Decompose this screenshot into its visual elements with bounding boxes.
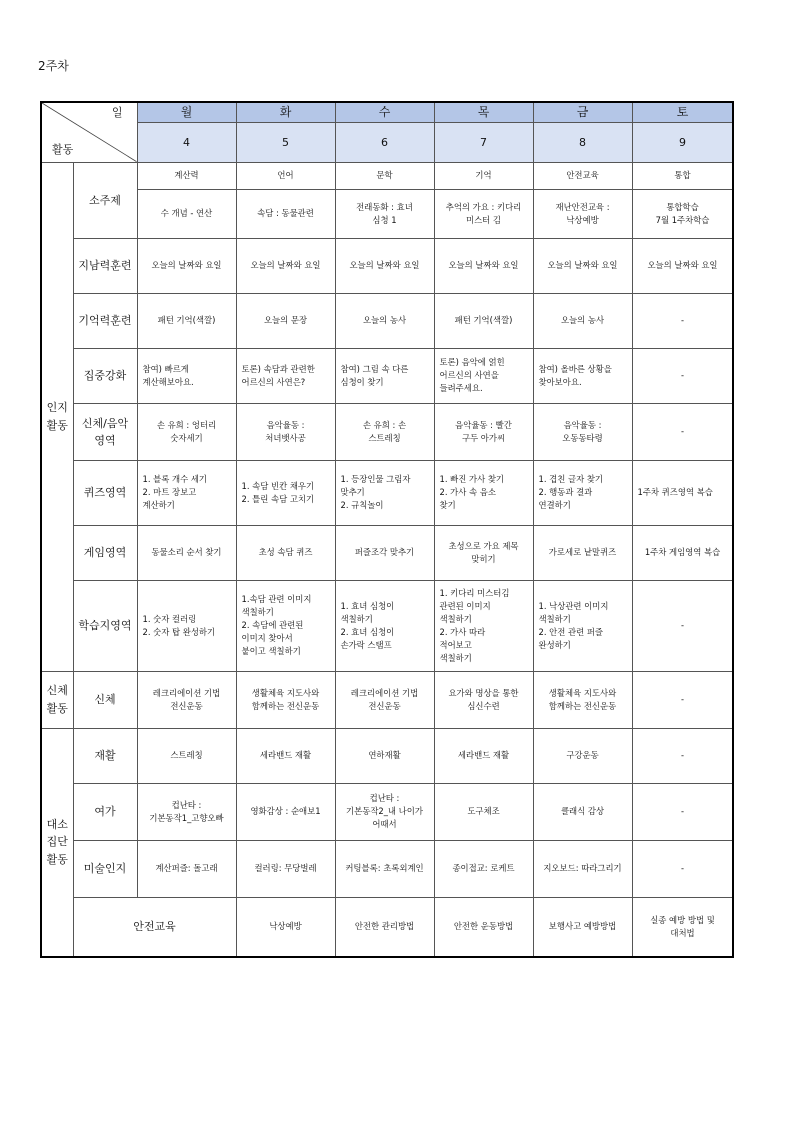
schedule-cell	[533, 580, 632, 671]
page-title: 2주차	[38, 59, 69, 73]
schedule-cell	[335, 840, 434, 897]
cell-line: 지남력훈련	[78, 259, 132, 273]
schedule-cell	[137, 348, 236, 403]
cell-line: 1. 빠진 가사 찾기	[439, 474, 505, 485]
subtopic-detail	[236, 189, 335, 238]
schedule-cell	[434, 293, 533, 348]
schedule-cell	[137, 840, 236, 897]
schedule-cell	[434, 897, 533, 957]
cell-line: 심청 1	[372, 214, 397, 225]
row-label	[73, 671, 137, 728]
row-label	[73, 162, 137, 238]
cell-line: 관련된 이미지	[439, 600, 491, 611]
cell-line: 2. 규칙놀이	[340, 500, 384, 511]
schedule-cell	[335, 403, 434, 460]
cell-line: 1. 키다리 미스터김	[439, 587, 510, 598]
cell-line: 종이접교: 로케트	[452, 863, 515, 874]
cell-line: 패턴 기억(색깔)	[454, 315, 513, 326]
cell-line: 신체	[94, 693, 116, 707]
cell-line: 오늘의 날짜와 요일	[448, 260, 519, 271]
schedule-cell	[137, 671, 236, 728]
category-cell	[41, 728, 73, 957]
cell-line: 오늘의 농사	[560, 315, 605, 326]
cell-line: 클래식 감상	[560, 806, 605, 817]
cell-line: 영역	[94, 433, 116, 447]
cell-line: 레크리에이션 기법	[350, 687, 419, 698]
cell-line: 활동	[46, 701, 68, 715]
cell-line: 처녀뱃사공	[265, 432, 306, 443]
cell-line: 대소	[46, 817, 68, 831]
schedule-cell	[434, 671, 533, 728]
day-header: 금	[533, 102, 632, 122]
schedule-row	[41, 783, 733, 840]
subtopic-detail-row	[41, 189, 733, 238]
cell-line: 인지	[46, 401, 68, 414]
cell-line: 색칠하기	[340, 613, 373, 624]
schedule-cell	[137, 238, 236, 293]
cell-line: 여가	[94, 805, 116, 819]
cell-line: 계산퍼즐: 돌고래	[155, 863, 218, 874]
subtopic-detail	[533, 189, 632, 238]
cell-line: 전래동화 : 효녀	[356, 201, 413, 212]
cell-line: 소주제	[89, 193, 121, 207]
cell-line: 숫자세기	[170, 432, 203, 443]
schedule-cell	[434, 728, 533, 783]
schedule-cell	[335, 580, 434, 671]
cell-line: 통합학습	[666, 201, 699, 212]
cell-line: 기본동작1_고향오빠	[149, 812, 224, 823]
cell-line: 안전교육	[133, 920, 176, 934]
corner-day-label: 일	[111, 106, 123, 119]
schedule-cell	[533, 840, 632, 897]
cell-line: 언어	[277, 170, 294, 181]
schedule-cell	[137, 525, 236, 580]
cell-line: 오늘의 날짜와 요일	[547, 260, 618, 271]
schedule-cell	[632, 897, 733, 957]
date-header: 5	[236, 122, 335, 162]
schedule-cell	[236, 403, 335, 460]
cell-line: 안전한 운동방법	[453, 921, 514, 932]
cell-line: 생활체육 지도사와	[548, 687, 617, 698]
schedule-cell	[137, 580, 236, 671]
cell-line: 2. 가사 속 음소	[439, 487, 496, 498]
cell-line: 낙상예방	[269, 921, 302, 932]
cell-line: 2. 가사 따라	[439, 626, 486, 637]
cell-line: 게임영역	[83, 546, 127, 560]
row-label	[73, 783, 137, 840]
cell-line: 심신수련	[467, 700, 500, 711]
cell-line: 신체	[46, 684, 68, 697]
schedule-cell	[632, 293, 733, 348]
cell-line: 1주차 게임영역 복습	[644, 547, 721, 558]
subtopic-theme	[236, 162, 335, 189]
cell-line: 세라밴드 재활	[259, 750, 312, 761]
subtopic-theme	[632, 162, 733, 189]
schedule-cell	[335, 671, 434, 728]
cell-line: 2. 마트 장보고	[142, 487, 197, 498]
cell-line: 연하재활	[368, 750, 401, 761]
cell-line: 2. 속담에 관련된	[241, 620, 304, 631]
subtopic-theme-row	[41, 162, 733, 189]
row-label	[73, 460, 137, 525]
cell-line: 1. 겹친 글자 찾기	[538, 474, 604, 485]
cell-line: 전신운동	[170, 700, 203, 711]
schedule-cell	[137, 783, 236, 840]
cell-line: 오늘의 날짜와 요일	[250, 260, 321, 271]
schedule-cell	[434, 403, 533, 460]
cell-line: 퀴즈영역	[83, 486, 127, 500]
subtopic-detail	[137, 189, 236, 238]
cell-line: 음악율동 :	[563, 419, 602, 430]
cell-line: 미술인지	[83, 862, 127, 876]
row-label	[73, 348, 137, 403]
cell-line: 재난안전교육 :	[555, 201, 610, 212]
cell-line: 보행사고 예방방법	[548, 921, 617, 932]
schedule-row	[41, 728, 733, 783]
cell-line: 색칠하기	[439, 652, 472, 663]
cell-line: 집단	[46, 835, 68, 849]
schedule-cell	[533, 238, 632, 293]
day-header: 토	[632, 102, 733, 122]
cell-line: 맞히기	[471, 553, 496, 564]
cell-line: 구강운동	[566, 750, 599, 761]
cell-line: 색칠하기	[439, 613, 472, 624]
cell-line: -	[680, 863, 685, 874]
cell-line: 안전한 관리방법	[354, 921, 415, 932]
cell-line: -	[680, 370, 685, 381]
corner-activity-label: 활동	[52, 142, 74, 156]
cell-line: 계산해보아요.	[142, 376, 194, 387]
schedule-cell	[533, 403, 632, 460]
cell-line: 오늘의 농사	[362, 315, 407, 326]
schedule-cell	[632, 840, 733, 897]
cell-line: 동물소리 순서 찾기	[151, 547, 222, 558]
cell-line: 음악율동 : 빨간	[455, 419, 512, 430]
cell-line: 컵난타 :	[369, 793, 400, 804]
date-header: 7	[434, 122, 533, 162]
header-day-row	[41, 102, 733, 122]
row-label	[73, 580, 137, 671]
weekly-schedule-table	[40, 101, 734, 958]
cell-line: 세라밴드 재활	[457, 750, 510, 761]
cell-line: 2. 효녀 심청이	[340, 626, 395, 637]
cell-line: 손 유희 : 엉터리	[156, 419, 217, 430]
schedule-cell	[434, 348, 533, 403]
row-label	[73, 293, 137, 348]
schedule-cell	[236, 348, 335, 403]
cell-line: 참여) 빠르게	[142, 363, 189, 374]
cell-line: 컬러링: 무당벌레	[254, 863, 317, 874]
cell-line: 이미지 찾아서	[241, 633, 293, 644]
schedule-row	[41, 671, 733, 728]
date-header: 4	[137, 122, 236, 162]
cell-line: 2. 숫자 탑 완성하기	[142, 626, 216, 637]
schedule-cell	[434, 580, 533, 671]
cell-line: 붙이고 색칠하기	[241, 646, 301, 657]
schedule-cell	[236, 897, 335, 957]
cell-line: 계산하기	[142, 500, 175, 511]
schedule-cell	[632, 525, 733, 580]
schedule-cell	[533, 293, 632, 348]
cell-line: 패턴 기억(색깔)	[157, 315, 216, 326]
cell-line: 심청이 찾기	[340, 376, 384, 387]
cell-line: -	[680, 750, 685, 761]
cell-line: -	[680, 426, 685, 437]
cell-line: 토론) 속담과 관련한	[241, 363, 315, 374]
row-label	[73, 403, 137, 460]
schedule-cell	[236, 238, 335, 293]
cell-line: 초성 속담 퀴즈	[258, 547, 313, 558]
schedule-cell	[434, 840, 533, 897]
cell-line: 대처법	[670, 927, 695, 938]
cell-line: 지오보드: 따라그리기	[543, 863, 622, 874]
schedule-row	[41, 525, 733, 580]
cell-line: 계산력	[174, 170, 199, 181]
cell-line: 1. 효녀 심청이	[340, 600, 395, 611]
cell-line: 들려주세요.	[439, 383, 483, 394]
cell-line: 1. 속담 빈칸 채우기	[241, 480, 315, 491]
cell-line: 2. 안전 관련 퍼즐	[538, 626, 604, 637]
schedule-cell	[335, 293, 434, 348]
cell-line: 영화감상 : 순애보1	[250, 806, 321, 817]
row-label	[73, 840, 137, 897]
day-header: 월	[137, 102, 236, 122]
cell-line: 색칠하기	[241, 607, 274, 618]
subtopic-detail	[632, 189, 733, 238]
day-header: 목	[434, 102, 533, 122]
schedule-cell	[533, 671, 632, 728]
day-header: 수	[335, 102, 434, 122]
row-label	[73, 897, 236, 957]
cell-line: 2. 틀린 속담 고치기	[241, 493, 315, 504]
cell-line: 1. 등장인물 그림자	[340, 474, 411, 485]
date-header: 9	[632, 122, 733, 162]
cell-line: 컵난타 :	[171, 799, 202, 810]
cell-line: 초성으로 가요 제목	[448, 540, 519, 551]
cell-line: 학습지영역	[78, 619, 132, 633]
cell-line: 어르신의 사연은?	[241, 376, 306, 387]
cell-line: 스트레칭	[170, 750, 203, 761]
header-corner	[41, 102, 137, 162]
schedule-row	[41, 460, 733, 525]
cell-line: 어때서	[372, 819, 397, 830]
schedule-cell	[434, 238, 533, 293]
cell-line: 참여) 올바른 상황을	[538, 363, 612, 374]
day-header: 화	[236, 102, 335, 122]
schedule-cell	[632, 348, 733, 403]
cell-line: 오늘의 문장	[263, 315, 308, 326]
schedule-cell	[335, 525, 434, 580]
schedule-cell	[236, 460, 335, 525]
cell-line: 음악율동 :	[266, 419, 305, 430]
subtopic-theme	[137, 162, 236, 189]
cell-line: 1주차 퀴즈영역 복습	[637, 487, 713, 498]
schedule-cell	[335, 783, 434, 840]
schedule-cell	[632, 671, 733, 728]
category-cell	[41, 162, 73, 671]
schedule-cell	[137, 728, 236, 783]
cell-line: 전신운동	[368, 700, 401, 711]
row-label	[73, 238, 137, 293]
schedule-row	[41, 580, 733, 671]
cell-line: 스트레칭	[368, 432, 401, 443]
cell-line: 퍼즐조각 맞추기	[354, 547, 415, 558]
schedule-cell	[236, 840, 335, 897]
schedule-cell	[632, 783, 733, 840]
cell-line: 낙상예방	[566, 214, 599, 225]
schedule-cell	[434, 460, 533, 525]
row-label	[73, 525, 137, 580]
cell-line: 집중강화	[83, 369, 127, 383]
cell-line: 완성하기	[538, 639, 571, 650]
schedule-cell	[137, 293, 236, 348]
cell-line: 레크리에이션 기법	[152, 687, 221, 698]
schedule-cell	[434, 525, 533, 580]
schedule-cell	[632, 238, 733, 293]
cell-line: 기억	[475, 170, 492, 181]
schedule-cell	[533, 783, 632, 840]
schedule-cell	[137, 460, 236, 525]
cell-line: 연결하기	[538, 500, 571, 511]
cell-line: 손가락 스탬프	[340, 639, 392, 650]
subtopic-theme	[434, 162, 533, 189]
subtopic-detail	[434, 189, 533, 238]
schedule-cell	[236, 728, 335, 783]
cell-line: 찾기	[439, 500, 456, 511]
cell-line: 가로세로 낱말퀴즈	[548, 547, 617, 558]
cell-line: 수 개념 - 연산	[160, 208, 213, 219]
cell-line: 7월 1주차학습	[655, 214, 710, 225]
cell-line: 토론) 음악에 얽힌	[439, 357, 505, 368]
cell-line: 손 유희 : 손	[362, 419, 407, 430]
schedule-cell	[236, 525, 335, 580]
cell-line: 기억력훈련	[78, 314, 132, 328]
cell-line: 함께하는 전신운동	[548, 700, 617, 711]
cell-line: 신체/음악	[81, 416, 129, 430]
cell-line: 찾아보아요.	[538, 376, 582, 387]
cell-line: 오동동타령	[562, 432, 603, 443]
schedule-cell	[335, 238, 434, 293]
date-header: 8	[533, 122, 632, 162]
schedule-cell	[632, 728, 733, 783]
cell-line: -	[680, 620, 685, 631]
schedule-cell	[137, 403, 236, 460]
schedule-cell	[632, 460, 733, 525]
cell-line: 1. 블록 개수 세기	[142, 474, 208, 485]
schedule-row	[41, 403, 733, 460]
schedule-cell	[632, 403, 733, 460]
cell-line: 오늘의 날짜와 요일	[647, 260, 718, 271]
cell-line: -	[680, 315, 685, 326]
schedule-cell	[434, 783, 533, 840]
cell-line: 오늘의 날짜와 요일	[151, 260, 222, 271]
cell-line: 안전교육	[566, 170, 599, 181]
schedule-cell	[533, 525, 632, 580]
cell-line: 생활체육 지도사와	[251, 687, 320, 698]
cell-line: 활동	[46, 418, 68, 432]
subtopic-detail	[335, 189, 434, 238]
schedule-cell	[335, 460, 434, 525]
schedule-cell	[533, 348, 632, 403]
cell-line: 활동	[46, 852, 68, 866]
cell-line: 미스터 김	[465, 214, 502, 225]
cell-line: 추억의 가요 : 키다리	[445, 201, 522, 212]
cell-line: 1. 낙상관련 이미지	[538, 600, 609, 611]
cell-line: 통합	[674, 170, 691, 181]
schedule-cell	[236, 580, 335, 671]
cell-line: 속담 : 동물관련	[257, 208, 314, 219]
cell-line: 도구체조	[467, 806, 500, 817]
cell-line: 요가와 명상을 통한	[448, 687, 519, 698]
schedule-row	[41, 897, 733, 957]
cell-line: 함께하는 전신운동	[251, 700, 320, 711]
schedule-row	[41, 238, 733, 293]
schedule-cell	[335, 897, 434, 957]
cell-line: 기본동작2_내 나이가	[346, 806, 423, 817]
schedule-cell	[533, 460, 632, 525]
category-cell	[41, 671, 73, 728]
schedule-cell	[335, 348, 434, 403]
schedule-cell	[236, 293, 335, 348]
cell-line: -	[680, 694, 685, 705]
header-date-row	[41, 122, 733, 162]
schedule-cell	[533, 728, 632, 783]
cell-line: 재활	[94, 749, 116, 763]
cell-line: 참여) 그림 속 다른	[340, 363, 409, 374]
cell-line: -	[680, 806, 685, 817]
subtopic-theme	[533, 162, 632, 189]
cell-line: 1. 숫자 컬러링	[142, 613, 197, 624]
row-label	[73, 728, 137, 783]
cell-line: 어르신의 사연을	[439, 370, 499, 381]
cell-line: 1.속담 관련 이미지	[241, 594, 312, 605]
cell-line: 적어보고	[439, 639, 472, 650]
schedule-cell	[533, 897, 632, 957]
schedule-cell	[236, 671, 335, 728]
schedule-cell	[632, 580, 733, 671]
schedule-cell	[335, 728, 434, 783]
cell-line: 2. 행동과 결과	[538, 487, 593, 498]
cell-line: 색칠하기	[538, 613, 571, 624]
cell-line: 맞추기	[340, 487, 365, 498]
subtopic-theme	[335, 162, 434, 189]
cell-line: 구두 아가씨	[461, 432, 506, 443]
cell-line: 문학	[376, 170, 393, 181]
cell-line: 실종 예방 방법 및	[650, 914, 715, 925]
schedule-row	[41, 348, 733, 403]
schedule-cell	[236, 783, 335, 840]
schedule-row	[41, 293, 733, 348]
schedule-row	[41, 840, 733, 897]
date-header: 6	[335, 122, 434, 162]
cell-line: 커팅블록: 초록외계인	[345, 863, 424, 874]
cell-line: 오늘의 날짜와 요일	[349, 260, 420, 271]
